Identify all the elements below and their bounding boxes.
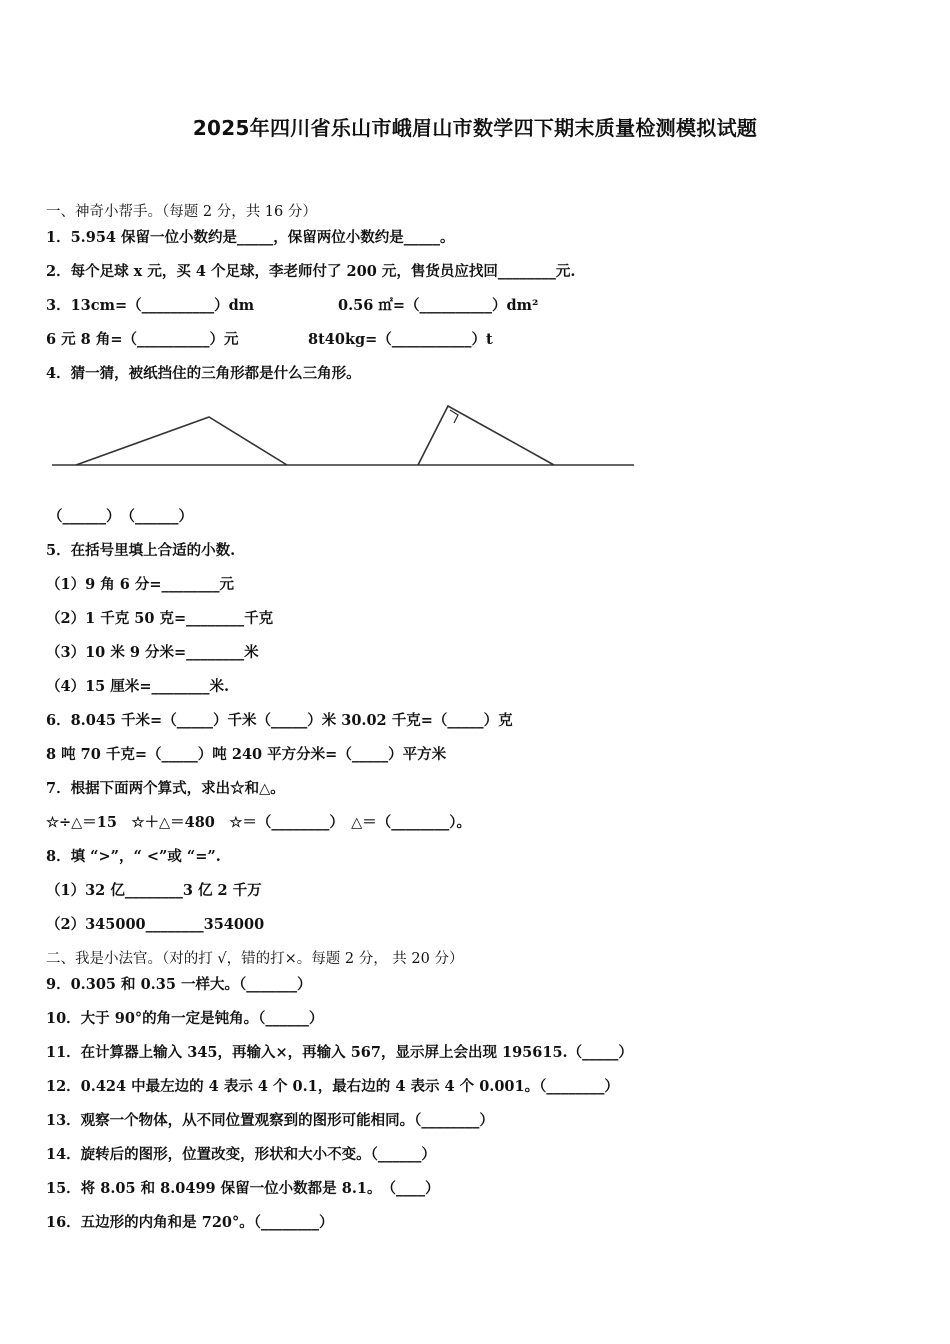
question-5-4: （4）15 厘米=________米.: [46, 678, 230, 695]
question-9: 9．0.305 和 0.35 一样大。（_______）: [46, 976, 312, 993]
question-3-a: 3．13cm=（__________）dm: [46, 297, 255, 314]
question-6-row-1: 6．8.045 千米=（_____）千米（_____）米 30.02 千克=（_____）克: [46, 712, 513, 729]
question-7-equations: ☆÷△＝15 ☆＋△＝480 ☆＝（________） △＝（________）。: [46, 814, 472, 831]
question-3-row-1: [46, 296, 538, 316]
question-8-1: （1）32 亿________3 亿 2 千万: [46, 882, 262, 899]
question-13: 13．观察一个物体，从不同位置观察到的图形可能相同。（________）: [46, 1112, 494, 1129]
question-12: 12．0.424 中最左边的 4 表示 4 个 0.1，最右边的 4 表示 4 个 0.001。（________）: [46, 1078, 619, 1095]
question-15: 15．将 8.05 和 8.0499 保留一位小数都是 8.1。 （____）: [46, 1180, 440, 1197]
question-3-b: 0.56 ㎡=（__________）dm²: [338, 297, 539, 314]
triangle-figure: [46, 398, 646, 478]
question-7: 7．根据下面两个算式，求出☆和△。: [46, 780, 285, 797]
question-3-c: 6 元 8 角=（__________）元: [46, 331, 239, 348]
question-4-answers: （______） （______）: [48, 508, 193, 525]
question-16: 16．五边形的内角和是 720°。（________）: [46, 1214, 334, 1231]
question-6-row-2: 8 吨 70 千克=（_____）吨 240 平方分米=（_____）平方米: [46, 746, 447, 763]
question-5: 5．在括号里填上合适的小数.: [46, 542, 236, 559]
question-3-row-2: [46, 330, 493, 350]
question-8-2: （2）345000________354000: [46, 916, 265, 933]
question-5-2: （2）1 千克 50 克=________千克: [46, 610, 274, 627]
question-10: 10．大于 90°的角一定是钝角。（______）: [46, 1010, 324, 1027]
page-title: 2025年四川省乐山市峨眉山市数学四下期末质量检测模拟试题: [192, 116, 758, 140]
question-8: 8．填 “>”，“ <”或 “=”.: [46, 848, 221, 865]
question-11: 11．在计算器上输入 345，再输入×，再输入 567，显示屏上会出现 195615.（_____）: [46, 1044, 633, 1061]
question-4: 4．猜一猜，被纸挡住的三角形都是什么三角形。: [46, 365, 361, 382]
question-5-3: （3）10 米 9 分米=________米: [46, 644, 259, 661]
question-1: 1．5.954 保留一位小数约是_____，保留两位小数约是_____。: [46, 229, 455, 246]
question-3-d: 8t40kg=（___________）t: [308, 331, 493, 348]
question-14: 14．旋转后的图形，位置改变，形状和大小不变。（______）: [46, 1146, 436, 1163]
question-5-1: （1）9 角 6 分=________元: [46, 576, 235, 593]
section-2-heading: 二、我是小法官。（对的打 √，错的打×。每题 2 分， 共 20 分）: [46, 951, 464, 967]
question-2: 2．每个足球 x 元，买 4 个足球，李老师付了 200 元，售货员应找回________元.: [46, 263, 576, 280]
section-1-heading: 一、神奇小帮手。（每题 2 分，共 16 分）: [46, 204, 317, 220]
